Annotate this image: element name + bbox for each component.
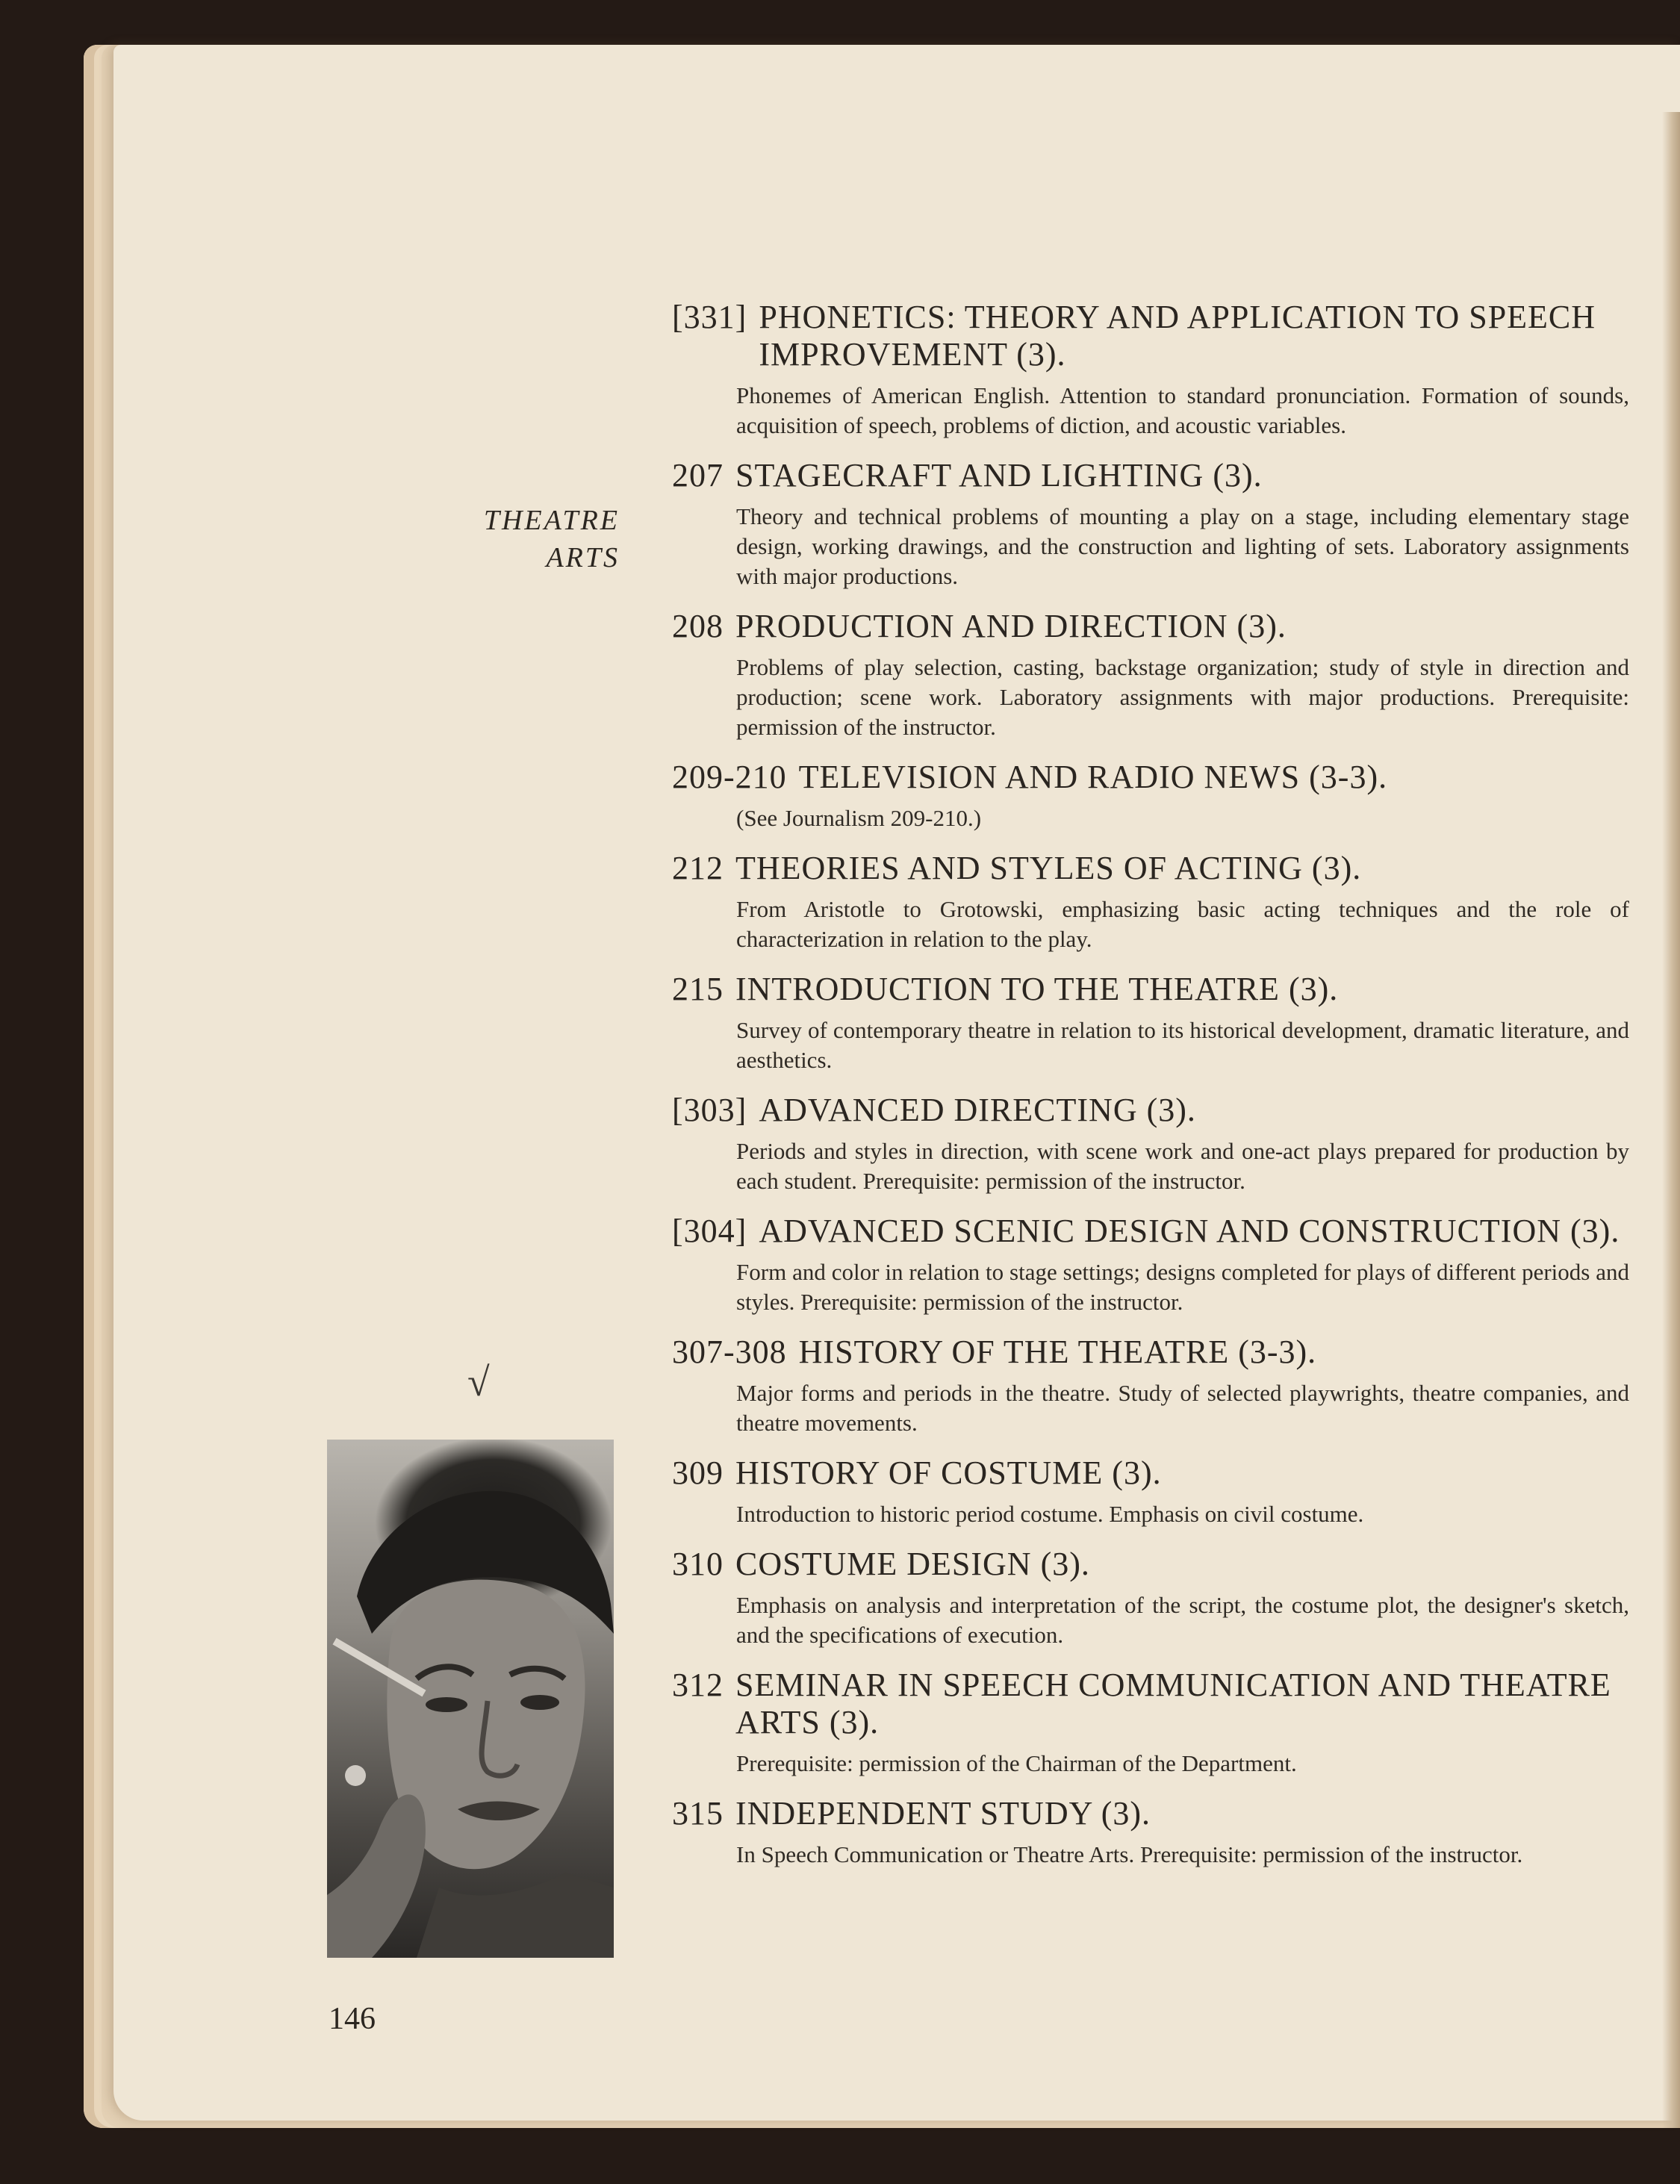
course-description: Periods and styles in direction, with scene work and one-act plays prepared for production by each student. Prerequisite: permission of the instructor. (736, 1138, 1629, 1194)
course-description: Survey of contemporary theatre in relation to its historical development, dramatic literature, and aesthetics. (736, 1017, 1629, 1073)
course-description: Problems of play selection, casting, backstage organization; study of style in direction and production; scene work. Laboratory assignments with major productions. Prerequisite: permission of the instructor. (736, 654, 1629, 740)
section-label-line-2: ARTS (546, 542, 620, 573)
makeup-photo (327, 1440, 614, 1958)
page-number: 146 (329, 2002, 376, 2036)
course-name: THEORIES AND STYLES OF ACTING (3). (735, 850, 1362, 886)
course-entry (672, 1546, 1629, 1650)
course-entry (672, 608, 1629, 742)
course-entry (672, 1334, 1629, 1438)
course-code: 307-308 (672, 1334, 787, 1370)
course-description: Form and color in relation to stage settings; designs completed for plays of different periods and styles. Prerequisite: permission of the instructor. (736, 1259, 1629, 1315)
course-entry (672, 1092, 1629, 1196)
course-entry (672, 850, 1629, 954)
course-name: ADVANCED SCENIC DESIGN AND CONSTRUCTION (3). (759, 1213, 1620, 1249)
course-description: In Speech Communication or Theatre Arts. Prerequisite: permission of the instructor. (736, 1841, 1523, 1867)
course-name: SEMINAR IN SPEECH COMMUNICATION AND THEATRE ARTS (3). (735, 1667, 1611, 1740)
section-label (484, 502, 620, 576)
course-name: STAGECRAFT AND LIGHTING (3). (735, 457, 1263, 494)
pencil-check-mark: √ (467, 1360, 490, 1404)
course-name: TELEVISION AND RADIO NEWS (3-3). (798, 759, 1388, 795)
course-name: HISTORY OF THE THEATRE (3-3). (798, 1334, 1317, 1370)
course-code: 207 (672, 457, 724, 494)
course-title (672, 1213, 1629, 1250)
course-description: Emphasis on analysis and interpretation of the script, the costume plot, the designer's sketch, and the specifications of execution. (736, 1592, 1629, 1648)
course-entry (672, 971, 1629, 1075)
course-code: 209-210 (672, 759, 787, 795)
course-code: 208 (672, 608, 724, 644)
course-code: 310 (672, 1546, 724, 1582)
course-entry (672, 1213, 1629, 1317)
course-title (672, 850, 1629, 887)
course-description: Major forms and periods in the theatre. Study of selected playwrights, theatre companies, and theatre movements. (736, 1380, 1629, 1436)
course-name: INTRODUCTION TO THE THEATRE (3). (735, 971, 1339, 1007)
course-name: HISTORY OF COSTUME (3). (735, 1455, 1162, 1491)
course-description: Introduction to historic period costume. Emphasis on civil costume. (736, 1501, 1364, 1527)
course-code: [304] (672, 1213, 747, 1249)
course-title (672, 1795, 1629, 1832)
course-name: PHONETICS: THEORY AND APPLICATION TO SPEECH IMPROVEMENT (3). (759, 299, 1596, 373)
course-entry (672, 759, 1629, 833)
course-code: 309 (672, 1455, 724, 1491)
portrait-illustration (327, 1440, 614, 1958)
course-title (672, 1334, 1629, 1371)
course-title (672, 759, 1629, 796)
course-description: From Aristotle to Grotowski, emphasizing basic acting techniques and the role of characterization in relation to the play. (736, 896, 1629, 952)
course-title (672, 1092, 1629, 1129)
course-title (672, 1455, 1629, 1492)
course-name: INDEPENDENT STUDY (3). (735, 1795, 1151, 1832)
course-title (672, 971, 1629, 1008)
course-title (672, 608, 1629, 645)
course-listing (672, 299, 1629, 1886)
course-code: [331] (672, 299, 747, 335)
course-description: Theory and technical problems of mounting a play on a stage, including elementary stage design, working drawings, and the construction and lighting of sets. Laboratory assignments with major productions. (736, 503, 1629, 589)
course-name: COSTUME DESIGN (3). (735, 1546, 1090, 1582)
course-entry (672, 457, 1629, 591)
course-name: PRODUCTION AND DIRECTION (3). (735, 608, 1287, 644)
course-entry (672, 1667, 1629, 1779)
course-title (672, 1667, 1629, 1741)
course-title (672, 1546, 1629, 1583)
course-description: Phonemes of American English. Attention to standard pronunciation. Formation of sounds, acquisition of speech, problems of diction, and acoustic variables. (736, 382, 1629, 438)
page-gutter-shadow (1662, 112, 1680, 2128)
course-entry (672, 1455, 1629, 1529)
course-description: Prerequisite: permission of the Chairman of the Department. (736, 1750, 1297, 1776)
course-name: ADVANCED DIRECTING (3). (759, 1092, 1196, 1128)
course-code: 315 (672, 1795, 724, 1832)
course-code: [303] (672, 1092, 747, 1128)
course-code: 215 (672, 971, 724, 1007)
course-title (672, 299, 1629, 373)
course-description: (See Journalism 209-210.) (736, 805, 982, 831)
course-code: 312 (672, 1667, 724, 1703)
course-entry (672, 1795, 1629, 1870)
course-entry (672, 299, 1629, 441)
course-title (672, 457, 1629, 494)
course-code: 212 (672, 850, 724, 886)
section-label-line-1: THEATRE (483, 505, 620, 536)
